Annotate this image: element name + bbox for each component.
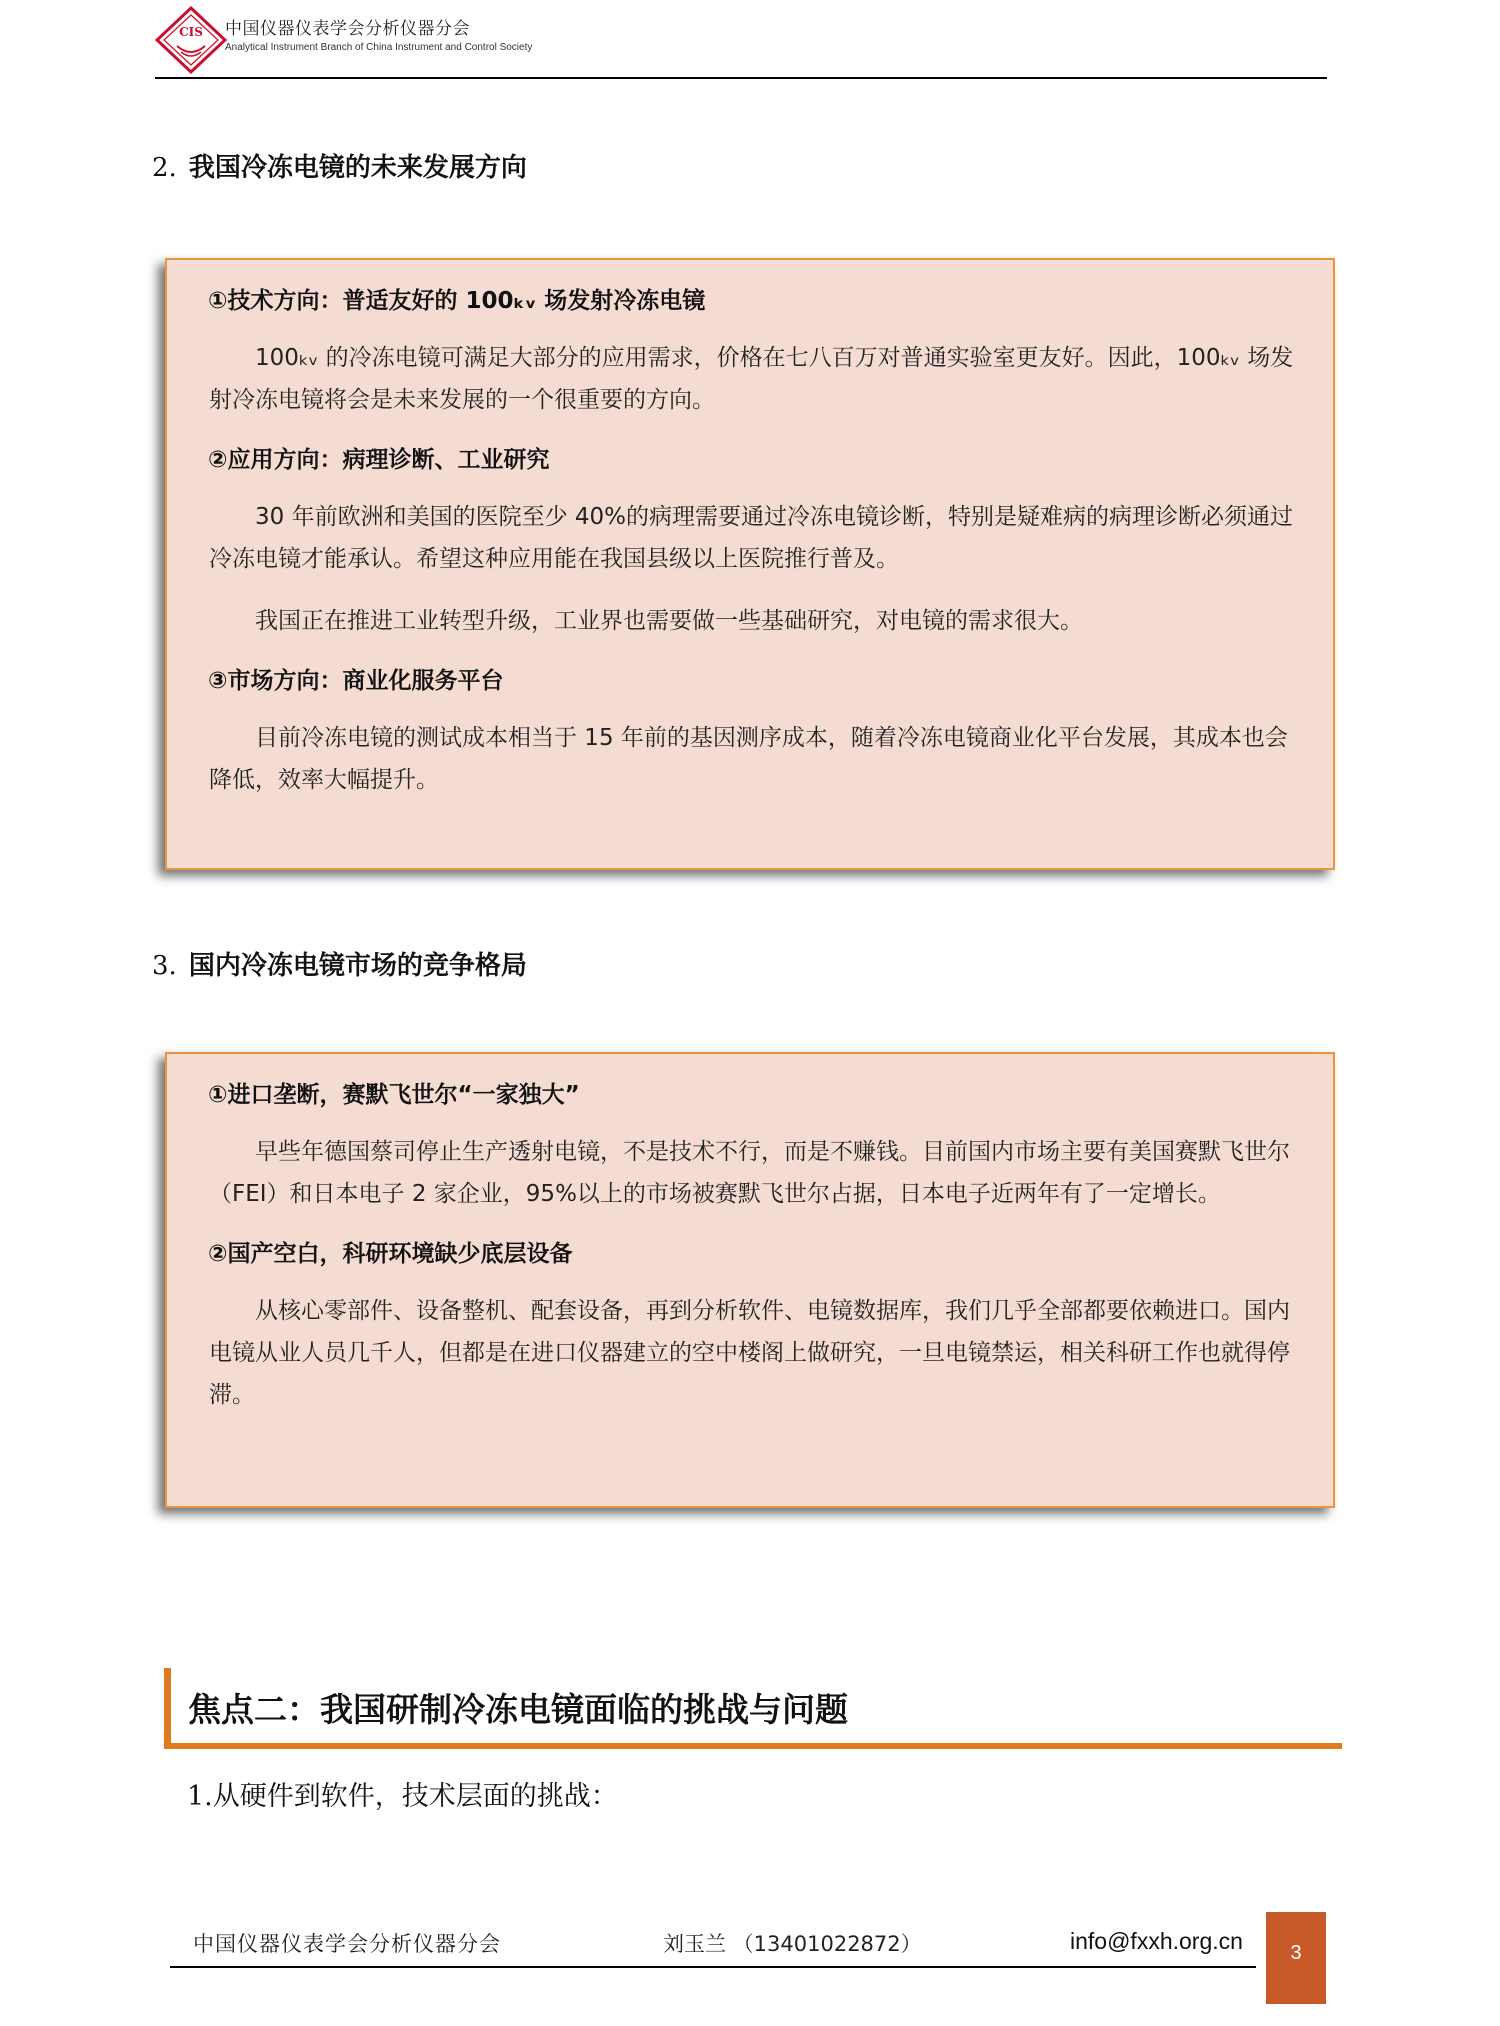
page-number-badge [1266,1912,1326,2004]
box-subheading: ②国产空白，科研环境缺少底层设备 [208,1241,573,1267]
box-paragraph: 从核心零部件、设备整机、配套设备，再到分析软件、电镜数据库，我们几乎全部都要依赖进口。国内电镜从业人员几千人，但都是在进口仪器建立的空中楼阁上做研究，一旦电镜禁运，相关科研工作也就得停滞。 [209,1298,1290,1408]
footer-org-name: 中国仪器仪表学会分析仪器分会 [193,1932,501,1956]
page-header [155,6,1327,78]
footer-contact: 刘玉兰 （13401022872） [663,1932,922,1956]
focus-sub-number: 1. [187,1781,213,1812]
section-2-number: 2. [152,153,177,183]
focus-title: 焦点二：我国研制冷冻电镜面临的挑战与问题 [188,1690,848,1729]
focus-underline [164,1743,1342,1749]
cis-logo-icon [155,6,227,74]
footer-email-link[interactable]: info@fxxh.org.cn [1070,1928,1243,1954]
header-divider [155,77,1327,79]
box-subheading: ②应用方向：病理诊断、工业研究 [208,447,550,473]
section-2-title: 我国冷冻电镜的未来发展方向 [188,153,527,183]
box-subheading: ①进口垄断，赛默飞世尔“一家独大” [208,1082,580,1108]
box-paragraph: 100ₖᵥ 的冷冻电镜可满足大部分的应用需求，价格在七八百万对普通实验室更友好。因此，100ₖᵥ 场发射冷冻电镜将会是未来发展的一个很重要的方向。 [209,345,1294,413]
section-2-callout-box [165,258,1335,870]
box-paragraph: 我国正在推进工业转型升级，工业界也需要做一些基础研究，对电镜的需求很大。 [255,608,1083,634]
section-3-title: 国内冷冻电镜市场的竞争格局 [188,951,527,981]
box-subheading: ③市场方向：商业化服务平台 [208,668,504,694]
svg-text:CIS: CIS [179,25,203,39]
focus-accent-bar [164,1668,171,1744]
box-paragraph: 30 年前欧洲和美国的医院至少 40%的病理需要通过冷冻电镜诊断，特别是疑难病的病理诊断必须通过冷冻电镜才能承认。希望这种应用能在我国县级以上医院推行普及。 [209,504,1294,572]
org-name-en: Analytical Instrument Branch of China Instrument and Control Society [225,42,533,53]
section-2-heading [152,147,527,184]
footer-divider [170,1966,1256,1968]
box-paragraph: 目前冷冻电镜的测试成本相当于 15 年前的基因测序成本，随着冷冻电镜商业化平台发展，其成本也会降低，效率大幅提升。 [209,725,1288,793]
box-paragraph: 早些年德国蔡司停止生产透射电镜，不是技术不行，而是不赚钱。目前国内市场主要有美国赛默飞世尔（FEI）和日本电子 2 家企业，95%以上的市场被赛默飞世尔占据，日本电子近两年有了一定增长。 [209,1139,1290,1207]
org-name-cn: 中国仪器仪表学会分析仪器分会 [225,19,470,39]
section-3-heading [152,945,527,982]
box-subheading: ①技术方向：普适友好的 100ₖᵥ 场发射冷冻电镜 [208,288,706,314]
focus-subheading [187,1774,618,1813]
page-number: 3 [1290,1942,1302,1964]
section-3-number: 3. [152,951,177,981]
section-3-callout-box [165,1052,1335,1508]
focus-sub-title: 从硬件到软件，技术层面的挑战： [212,1781,618,1812]
